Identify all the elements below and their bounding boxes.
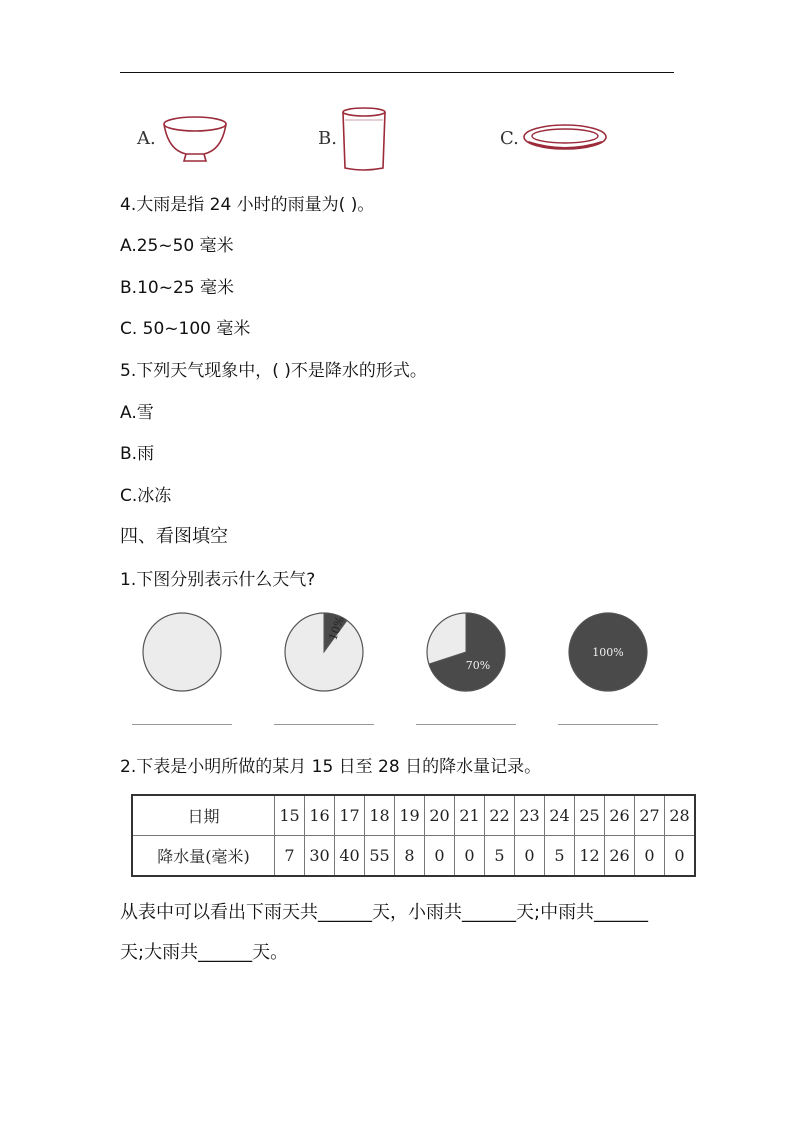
rainfall-cell: 0 (425, 836, 455, 877)
date-cell: 24 (545, 795, 575, 836)
pie-1 (143, 613, 221, 691)
date-cell: 25 (575, 795, 605, 836)
q4-option-c: C. 50~100 毫米 (120, 319, 251, 339)
table-row-dates (132, 795, 695, 836)
s4-q2-question: 2.下表是小明所做的某月 15 日至 28 日的降水量记录。 (120, 757, 542, 777)
rainfall-cell: 40 (335, 836, 365, 877)
q5-option-c: C.冰冻 (120, 486, 172, 506)
rainfall-header: 降水量(毫米) (132, 836, 275, 877)
rainfall-cell: 0 (515, 836, 545, 877)
s4-q1-question: 1.下图分别表示什么天气? (120, 570, 316, 590)
rainfall-cell: 8 (395, 836, 425, 877)
option-b-label: B. (318, 128, 337, 149)
rainfall-cell: 26 (605, 836, 635, 877)
rainfall-cell: 30 (305, 836, 335, 877)
date-cell: 28 (665, 795, 696, 836)
q5-option-b: B.雨 (120, 444, 155, 464)
date-cell: 21 (455, 795, 485, 836)
rainfall-cell: 5 (485, 836, 515, 877)
rainfall-table (131, 794, 696, 877)
q4-option-a: A.25~50 毫米 (120, 236, 234, 256)
option-a-label: A. (137, 128, 156, 149)
date-header: 日期 (132, 795, 275, 836)
date-cell: 27 (635, 795, 665, 836)
date-cell: 23 (515, 795, 545, 836)
q4-option-b: B.10~25 毫米 (120, 278, 234, 298)
date-cell: 20 (425, 795, 455, 836)
pie-label-2: 10% (326, 614, 347, 643)
section-title: 四、看图填空 (120, 526, 228, 547)
answer-blank-1[interactable] (132, 724, 232, 725)
rainfall-cell: 7 (275, 836, 305, 877)
date-cell: 17 (335, 795, 365, 836)
q4-question: 4.大雨是指 24 小时的雨量为( )。 (120, 195, 375, 215)
answer-line-1: 从表中可以看出下雨天共______天，小雨共______天;中雨共______ (120, 902, 649, 923)
answer-blank-3[interactable] (416, 724, 516, 725)
table-row-rainfall (132, 836, 695, 877)
pie-label-3: 70% (465, 659, 491, 672)
option-c-label: C. (500, 128, 519, 149)
rainfall-cell: 55 (365, 836, 395, 877)
date-cell: 22 (485, 795, 515, 836)
answer-blank-4[interactable] (558, 724, 658, 725)
date-cell: 15 (275, 795, 305, 836)
date-cell: 19 (395, 795, 425, 836)
date-cell: 26 (605, 795, 635, 836)
q5-option-a: A.雪 (120, 403, 154, 423)
rainfall-cell: 0 (635, 836, 665, 877)
rainfall-cell: 12 (575, 836, 605, 877)
rainfall-cell: 5 (545, 836, 575, 877)
rainfall-cell: 0 (665, 836, 696, 877)
pie-label-4: 100% (592, 646, 624, 659)
date-cell: 16 (305, 795, 335, 836)
date-cell: 18 (365, 795, 395, 836)
rainfall-cell: 0 (455, 836, 485, 877)
q5-question: 5.下列天气现象中，( )不是降水的形式。 (120, 361, 427, 381)
answer-line-2: 天;大雨共______天。 (120, 942, 289, 963)
answer-blank-2[interactable] (274, 724, 374, 725)
